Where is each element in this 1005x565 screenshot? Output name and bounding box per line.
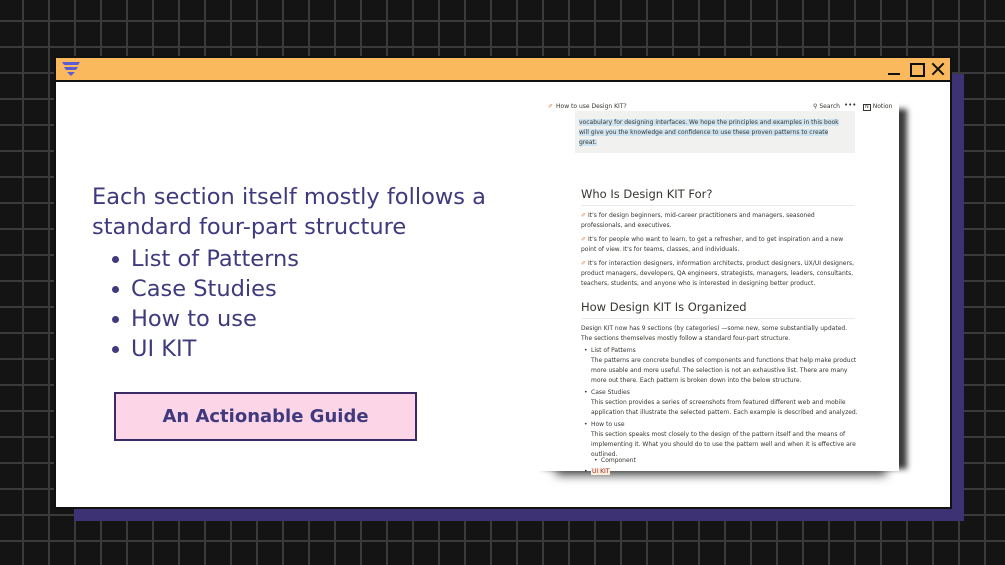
pencil-icon: ✐ [581, 236, 587, 243]
paragraph: ✐ It's for interaction designers, information architects, product designers, UX/UI designers, product managers, developers, QA engineers, strategists, managers, leaders, consultants, teachers, students, and anyone who is interested in designing better product. [581, 260, 854, 287]
more-options-icon[interactable]: ••• [844, 101, 857, 109]
actionable-guide-button[interactable]: An Actionable Guide [114, 392, 417, 441]
paragraph: ✐ It's for people who want to learn, to get a refresher, and to get inspiration and a new point of view. It's for teams, classes, and individuals. [581, 236, 844, 253]
list-item: • How to use This section speaks most closely to the design of the pattern itself and the means of implementing it. What you should do to use the pattern well and when it is effective are outlined. [591, 420, 859, 460]
search-button[interactable]: ⚲ Search [813, 103, 840, 110]
minimize-icon[interactable] [885, 60, 903, 78]
bullet-dot-icon [112, 286, 119, 293]
paragraph: Design KIT now has 9 sections (by categories) —some new, some substantially updated. The sections themselves mostly follow a standard four-part structure. [581, 325, 848, 342]
callout-text: vocabulary for designing interfaces. We hope the principles and examples in this book will give you the knowledge and confidence to use these proven patterns to create great. [579, 119, 839, 146]
notion-page-screenshot [535, 99, 899, 475]
divider [581, 205, 855, 206]
bullet-list [112, 244, 299, 364]
sub-list-item: • Component [601, 456, 636, 466]
notion-logo-icon: N [865, 104, 869, 110]
breadcrumb[interactable]: ✐ How to use Design KIT? [548, 103, 627, 110]
notion-link[interactable]: N Notion [865, 103, 893, 110]
callout-block [575, 111, 855, 153]
pencil-icon: ✐ [581, 260, 587, 267]
section-heading: Who Is Design KIT For? [581, 187, 713, 201]
list-item: How to use [112, 304, 299, 334]
bullet-dot-icon [112, 316, 119, 323]
list-item: Case Studies [112, 274, 299, 304]
pencil-icon: ✐ [548, 103, 554, 110]
bullet-dot-icon [112, 256, 119, 263]
bullet-dot-icon [112, 346, 119, 353]
divider [581, 318, 855, 319]
title-bar[interactable] [56, 58, 950, 82]
list-item: • Case Studies This section provides a series of screenshots from featured different web and mobile application that illustrate the selected pattern. Each example is described and analyzed. [591, 388, 859, 418]
stacked-triangles-logo-icon [61, 61, 81, 77]
list-item: List of Patterns [112, 244, 299, 274]
list-item [591, 467, 859, 477]
list-item: • List of Patterns The patterns are concrete bundles of components and functions that help make product more usable and more useful. The selection is not an exhaustive list. There are many more out there. Each pattern is broken down into the below structure. [591, 346, 859, 386]
search-icon: ⚲ [813, 103, 818, 110]
list-item: UI KIT [112, 334, 299, 364]
app-window [54, 56, 952, 509]
pencil-icon: ✐ [581, 212, 587, 219]
slide-heading: Each section itself mostly follows a standard four-part structure [92, 184, 486, 240]
maximize-icon[interactable] [907, 60, 925, 78]
paragraph: ✐ It's for design beginners, mid-career practitioners and managers, seasoned professionals, and executives. [581, 212, 815, 229]
section-heading: How Design KIT Is Organized [581, 300, 747, 314]
close-icon[interactable] [929, 60, 947, 78]
ui-kit-link[interactable]: UI KIT [592, 468, 610, 475]
